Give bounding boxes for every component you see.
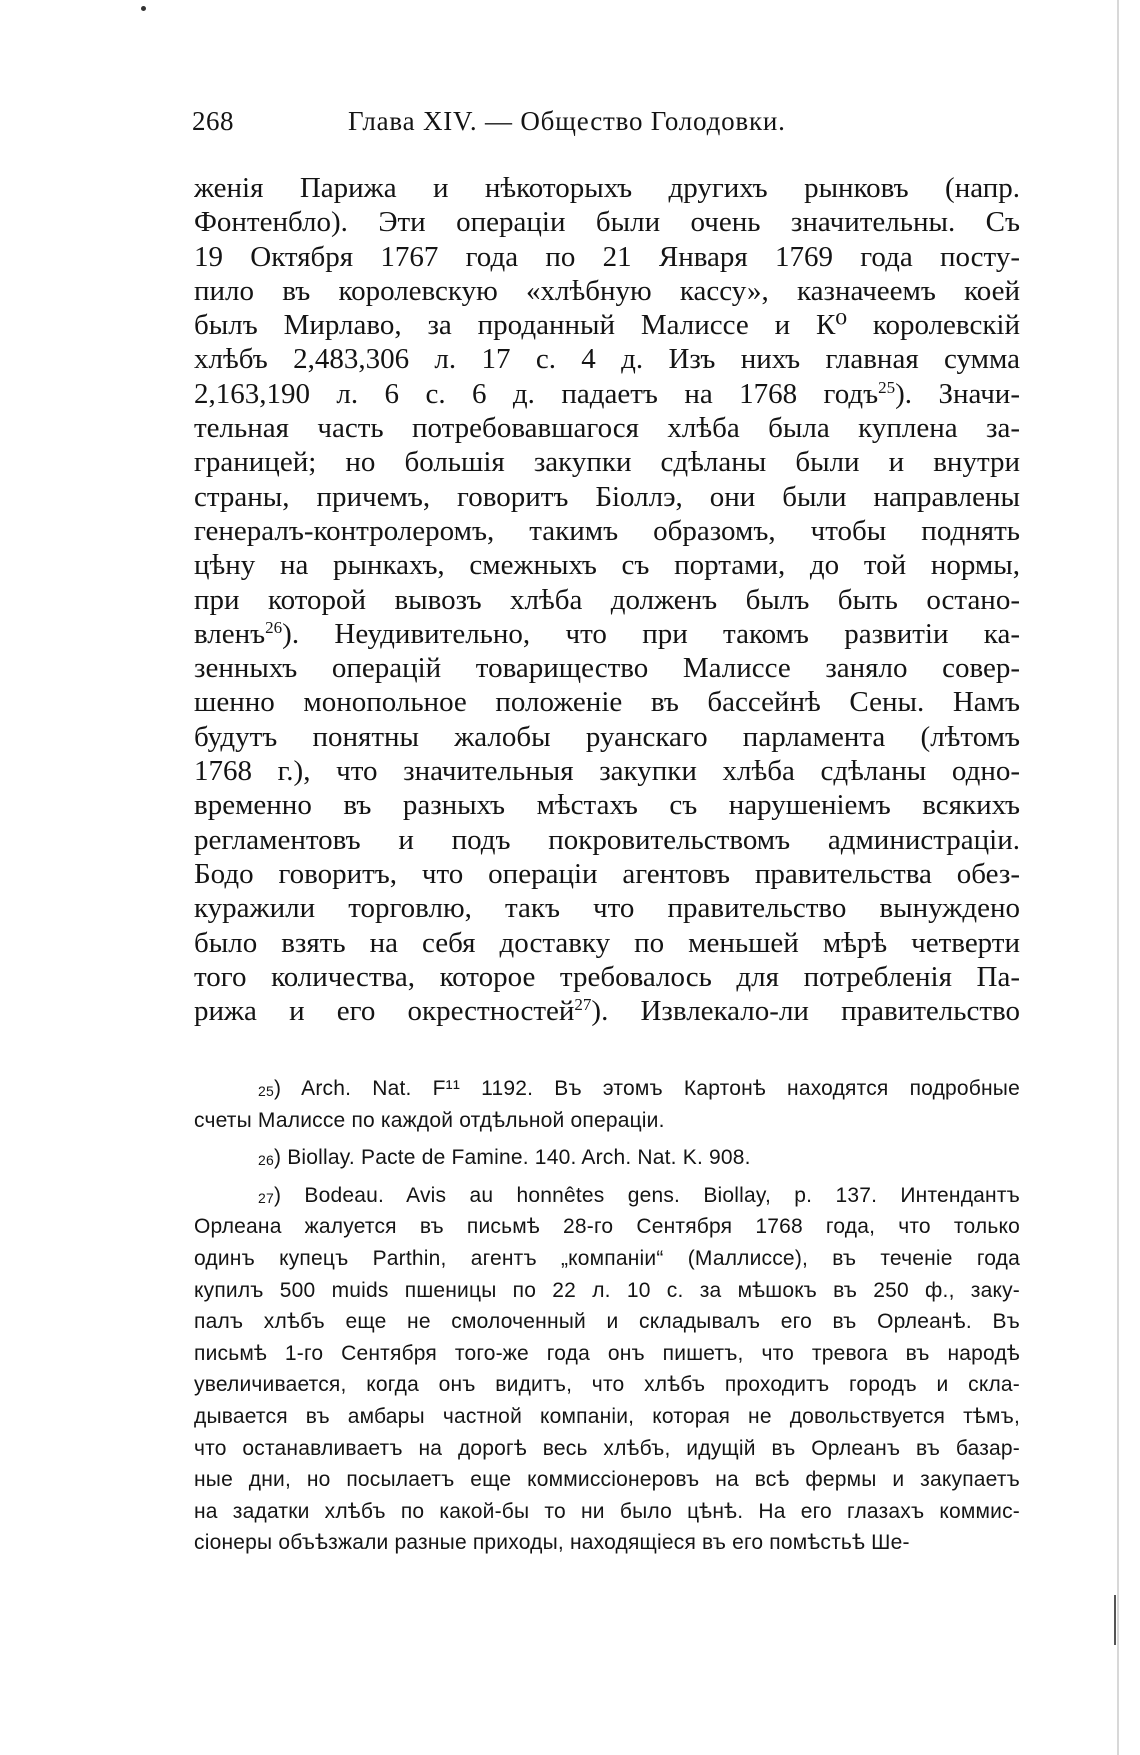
text-line-continuation: ). Значи-: [895, 377, 1020, 410]
footnote-line: [194, 1369, 1020, 1401]
text-line-content: 2,163,190 л. 6 с. 6 д. падаетъ на 1768 годъ: [194, 377, 879, 410]
footnote-text: ные дни, но посылаетъ еще коммиссіонеровъ на всѣ фермы и закупаетъ: [194, 1468, 1020, 1492]
text-line-content: женія Парижа и нѣкоторыхъ другихъ рынковъ (напр.: [194, 172, 1020, 204]
footnote-text: купилъ 500 muids пшеницы по 22 л. 10 с. за мѣшокъ въ 250 ф., заку-: [194, 1278, 1020, 1302]
text-line-content: будутъ понятны жалобы руанскаго парламента (лѣтомъ: [194, 720, 1020, 753]
text-line-content: куражили торговлю, такъ что правительство вынуждено: [194, 892, 1020, 925]
footnote-text: Biollay. Pacte de Famine. 140. Arch. Nat. K. 908.: [287, 1146, 751, 1170]
footnotes: [194, 1073, 1020, 1559]
text-line-content: Фонтенбло). Эти операціи были очень значительны. Съ: [194, 206, 1020, 239]
text-line: [194, 411, 1020, 445]
footnote-paren: ): [273, 1183, 305, 1207]
footnote-line: [194, 1105, 1020, 1137]
footnote-text: увеличивается, когда онъ видитъ, что хлѣбъ проходитъ городъ и скла-: [194, 1373, 1020, 1397]
text-line: [194, 823, 1020, 857]
text-line: [194, 994, 1020, 1028]
text-line: [194, 857, 1020, 891]
text-line: [194, 205, 1020, 239]
footnote-line: [194, 1306, 1020, 1338]
footnote-line: [194, 1527, 1020, 1559]
footnote-line: [194, 1142, 1020, 1174]
text-line-content: былъ Мирлаво, за проданный Малиссе и К⁰ королевскій: [194, 309, 1020, 342]
text-line: [194, 754, 1020, 788]
page-edge-mark: [1114, 1595, 1116, 1645]
text-line: [194, 583, 1020, 617]
page-header: [192, 106, 1022, 142]
text-line: [194, 274, 1020, 308]
text-line-content: пило въ королевскую «хлѣбную кассу», казначеемъ коей: [194, 274, 1020, 307]
text-line-content: шенно монопольное положеніе въ бассейнѣ Сены. Намъ: [194, 686, 1020, 719]
main-text: [194, 171, 1020, 1028]
footnote-text: дывается въ амбары частной компаніи, которая не довольствуется тѣмъ,: [194, 1404, 1020, 1428]
text-line-content: 1768 г.), что значительныя закупки хлѣба сдѣланы одно-: [194, 755, 1020, 788]
text-line: [194, 445, 1020, 479]
footnote-line: [194, 1073, 1020, 1105]
footnote-line: [194, 1338, 1020, 1370]
footnote-number: 25: [258, 1083, 274, 1099]
text-line-content: временно въ разныхъ мѣстахъ съ нарушеніемъ всякихъ: [194, 789, 1020, 822]
text-line: [194, 480, 1020, 514]
footnote-text: сіонеры объѣзжали разные приходы, находящіеся въ его помѣстьѣ Ше-: [194, 1531, 910, 1555]
text-line: [194, 891, 1020, 925]
text-line-continuation: ). Неудивительно, что при такомъ развитіи ка-: [282, 617, 1020, 650]
footnote-reference: 26: [265, 617, 283, 637]
footnote-line: [194, 1211, 1020, 1243]
footnote-paren: ): [273, 1077, 302, 1100]
footnote-reference: 27: [574, 995, 592, 1015]
text-line-content: было взять на себя доставку по меньшей мѣрѣ четверти: [194, 926, 1020, 959]
text-line-content: тельная часть потребовавшагося хлѣба была куплена за-: [194, 412, 1020, 445]
text-line: [194, 720, 1020, 754]
text-line: [194, 514, 1020, 548]
text-line-content: вленъ: [194, 617, 266, 650]
footnote-text: письмѣ 1-го Сентября того-же года онъ пишетъ, что тревога въ народѣ: [194, 1341, 1020, 1365]
text-line-content: того количества, которое требовалось для потребленія Па-: [194, 960, 1020, 993]
text-line: [194, 342, 1020, 376]
text-line-continuation: ). Извлекало-ли правительство: [591, 995, 1020, 1028]
text-line-content: хлѣбъ 2,483,306 л. 17 с. 4 д. Изъ нихъ главная сумма: [194, 343, 1020, 376]
footnote-text: что останавливаетъ на дорогѣ весь хлѣбъ, идущій въ Орлеанъ въ базар-: [194, 1436, 1020, 1460]
footnote-line: [194, 1464, 1020, 1496]
footnote-reference: 25: [878, 377, 896, 397]
text-line-content: границей; но большія закупки сдѣланы были и внутри: [194, 446, 1020, 479]
page-edge-line: [1117, 0, 1119, 1755]
footnote-text: счеты Малиссе по каждой отдѣльной операціи.: [194, 1108, 665, 1132]
footnote-line: [194, 1496, 1020, 1528]
text-line: [194, 788, 1020, 822]
text-line-content: 19 Октября 1767 года по 21 Января 1769 года посту-: [194, 240, 1020, 273]
footnote-text: Bodeau. Avis au honnêtes gens. Biollay, p. 137. Интендантъ: [304, 1183, 1020, 1207]
text-line-content: при которой вывозъ хлѣба долженъ былъ быть остано-: [194, 583, 1020, 616]
footnote-number: 27: [258, 1189, 274, 1206]
text-line-content: генералъ-контролеромъ, такимъ образомъ, чтобы поднять: [194, 514, 1020, 547]
text-line: [194, 960, 1020, 994]
footnote-paren: ): [273, 1146, 288, 1170]
text-line-content: зенныхъ операцій товарищество Малиссе заняло совер-: [194, 652, 1020, 685]
footnote-line: [194, 1275, 1020, 1307]
footnote-number: 26: [258, 1152, 274, 1169]
page-number: 268: [192, 106, 234, 136]
text-line-content: страны, причемъ, говоритъ Біоллэ, они были направлены: [194, 480, 1020, 513]
footnote-text: Орлеана жалуется въ письмѣ 28-го Сентября 1768 года, что только: [194, 1215, 1020, 1239]
footnote-text: на задатки хлѣбъ по какой-бы то ни было цѣнѣ. На его глазахъ коммис-: [194, 1499, 1020, 1523]
text-line: [194, 685, 1020, 719]
footnote-line: [194, 1180, 1020, 1212]
footnote-line: [194, 1401, 1020, 1433]
footnote-text: одинъ купецъ Parthin, агентъ „компаніи“ (Маллиссе), въ теченіе года: [194, 1246, 1020, 1270]
footnote-text: Arch. Nat. F¹¹ 1192. Въ этомъ Картонѣ находятся подробные: [301, 1077, 1020, 1100]
footnote-text: палъ хлѣбъ еще не смолоченный и складывалъ его въ Орлеанѣ. Въ: [194, 1310, 1020, 1334]
text-line-content: Бодо говоритъ, что операціи агентовъ правительства обез-: [194, 857, 1020, 890]
text-line: [194, 548, 1020, 582]
text-line: [194, 617, 1020, 651]
text-line-content: цѣну на рынкахъ, смежныхъ съ портами, до той нормы,: [194, 549, 1020, 582]
footnote-line: [194, 1243, 1020, 1275]
footnote-line: [194, 1433, 1020, 1465]
running-head: Глава XIV. — Общество Голодовки.: [348, 106, 786, 136]
text-line: [194, 926, 1020, 960]
text-line: [194, 308, 1020, 342]
text-line-content: регламентовъ и подъ покровительствомъ администраціи.: [194, 823, 1020, 856]
text-line-content: рижа и его окрестностей: [194, 995, 575, 1028]
text-line: [194, 651, 1020, 685]
scan-speck: [141, 6, 146, 11]
text-line: [194, 377, 1020, 411]
text-line: [194, 240, 1020, 274]
text-line: [194, 171, 1020, 205]
